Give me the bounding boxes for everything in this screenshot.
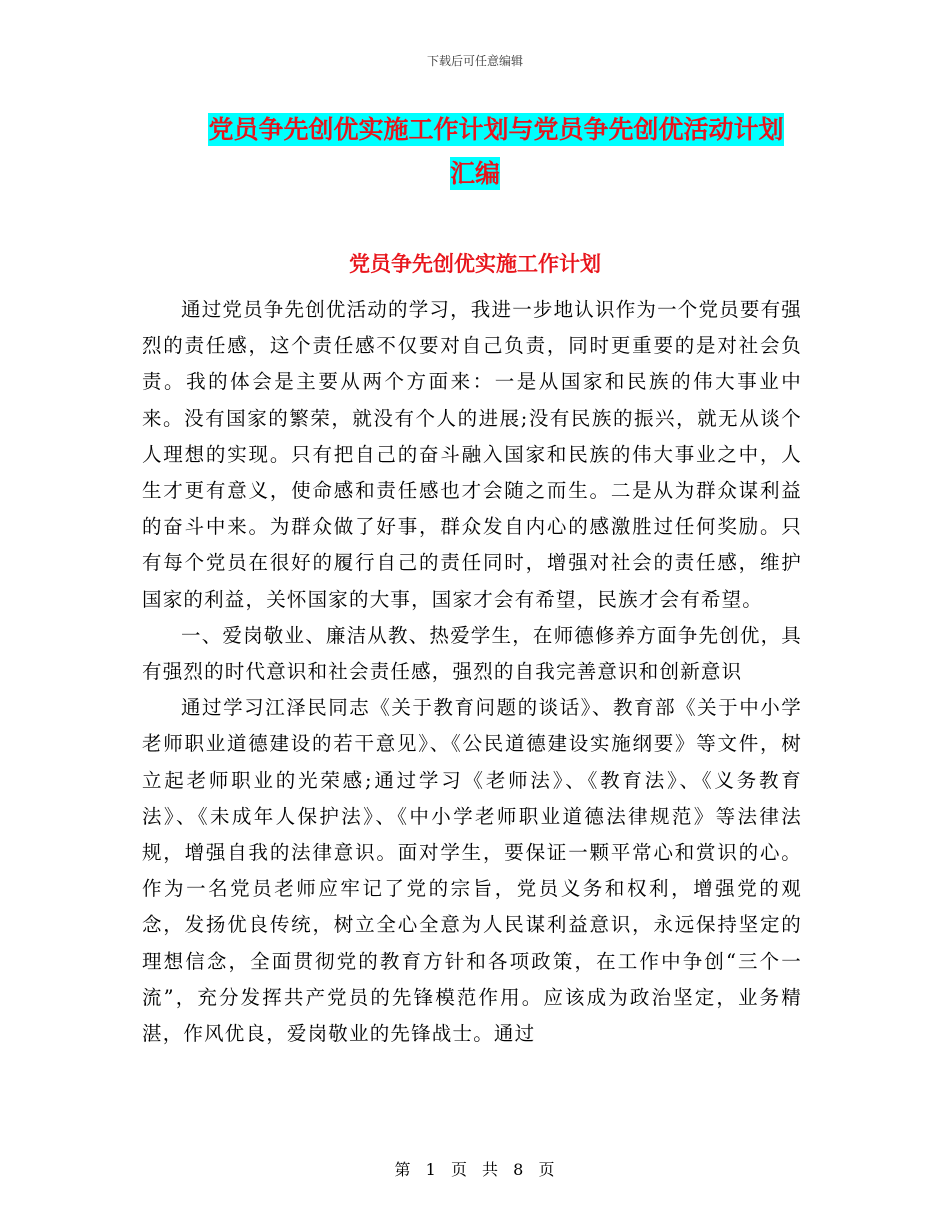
- footer-prefix: 第: [394, 1160, 412, 1179]
- header-note: 下载后可任意编辑: [426, 54, 523, 68]
- section-title: 党员争先创优实施工作计划: [349, 252, 601, 276]
- paragraph-1: 通过党员争先创优活动的学习，我进一步地认识作为一个党员要有强烈的责任感，这个责任感不仅要对自己负责，同时更重要的是对社会负责。我的体会是主要从两个方面来：一是从国家和民族的伟大事业中来。没有国家的繁荣，就没有个人的进展;没有民族的振兴，就无从谈个人理想的实现。只有把自己的奋斗融入国家和民族的伟大事业之中，人生才更有意义，使命感和责任感也才会随之而生。二是从为群众谋利益的奋斗中来。为群众做了好事，群众发自内心的感激胜过任何奖励。只有每个党员在很好的履行自己的责任同时，增强对社会的责任感，维护国家的利益，关怀国家的大事，国家才会有希望，民族才会有希望。: [142, 298, 803, 611]
- title-line-2-text: 汇编: [449, 159, 500, 188]
- footer-total-pages: 8: [513, 1160, 525, 1179]
- title-line-1: [150, 108, 800, 152]
- paragraph-3: 通过学习江泽民同志《关于教育问题的谈话》、教育部《关于中小学老师职业道德建设的若干意见》、《公民道德建设实施纲要》等文件，树立起老师职业的光荣感;通过学习《老师法》、《教育法》、《义务教育法》、《未成年人保护法》、《中小学老师职业道德法律规范》等法律法规，增强自我的法律意识。面对学生，要保证一颗平常心和赏识的心。作为一名党员老师应牢记了党的宗旨，党员义务和权利，增强党的观念，发扬优良传统，树立全心全意为人民谋利益意识，永远保持坚定的理想信念，全面贯彻党的教育方针和各项政策，在工作中争创“三个一流”，充分发挥共产党员的先锋模范作用。应该成为政治坚定，业务精湛，作风优良，爱岗敬业的先锋战士。通过: [142, 696, 802, 1046]
- paragraph-2: 一、爱岗敬业、廉洁从教、热爱学生，在师德修养方面争先创优，具有强烈的时代意识和社会责任感，强烈的自我完善意识和创新意识: [142, 623, 803, 684]
- document-title: [150, 108, 800, 196]
- page-footer: [0, 1157, 950, 1180]
- body-text: [142, 292, 802, 1052]
- footer-page-number: 1: [425, 1160, 437, 1179]
- footer-total-word: 共: [482, 1160, 500, 1179]
- footer-page-word: 页: [450, 1160, 468, 1179]
- footer-suffix: 页: [538, 1160, 556, 1179]
- title-line-1-text: 党员争先创优实施工作计划与党员争先创优活动计划: [208, 115, 784, 144]
- title-line-2: [450, 157, 500, 190]
